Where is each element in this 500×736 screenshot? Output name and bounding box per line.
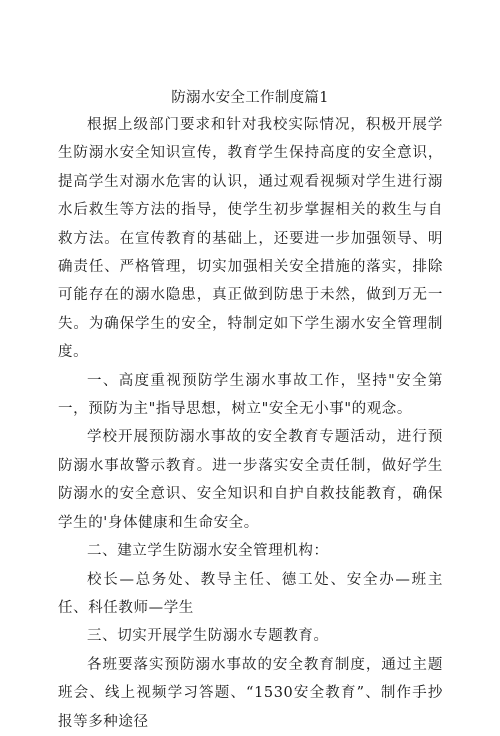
document-body [58, 111, 443, 736]
paragraph-section-1-heading: 一、高度重视预防学生溺水事故工作，坚持"安全第一，预防为主"指导思想，树立"安全无小事"的观念。 [58, 372, 443, 418]
paragraph-section-3-heading: 三、切实开展学生防溺水专题教育。 [87, 628, 329, 645]
paragraph-intro: 根据上级部门要求和针对我校实际情况，积极开展学生防溺水安全知识宣传，教育学生保持高度的安全意识，提高学生对溺水危害的认识，通过观看视频对学生进行溺水后救生等方法的指导，使学生初步掌握相关的救生与自救方法。在宣传教育的基础上，还要进一步加强领导、明确责任、严格管理，切实加强相关安全措施的落实，排除可能存在的溺水隐患，真正做到防患于未然，做到万无一失。为确保学生的安全，特制定如下学生溺水安全管理制度。 [58, 117, 443, 361]
paragraph-section-2-heading: 二、建立学生防溺水安全管理机构： [87, 543, 329, 560]
document-title: 防溺水安全工作制度篇1 [171, 90, 329, 106]
paragraph-section-3-body: 各班要落实预防溺水事故的安全教育制度，通过主题班会、线上视频学习答题、“1530安全教育”、制作手抄报等多种途径 [58, 656, 443, 730]
paragraph-section-1-body: 学校开展预防溺水事故的安全教育专题活动，进行预防溺水事故警示教育。进一步落实安全责任制，做好学生防溺水的安全意识、安全知识和自护自救技能教育，确保学生的'身体健康和生命安全。 [58, 429, 443, 531]
paragraph-section-2-body: 校长—总务处、教导主任、德工处、安全办—班主任、科任教师—学生 [58, 571, 443, 616]
